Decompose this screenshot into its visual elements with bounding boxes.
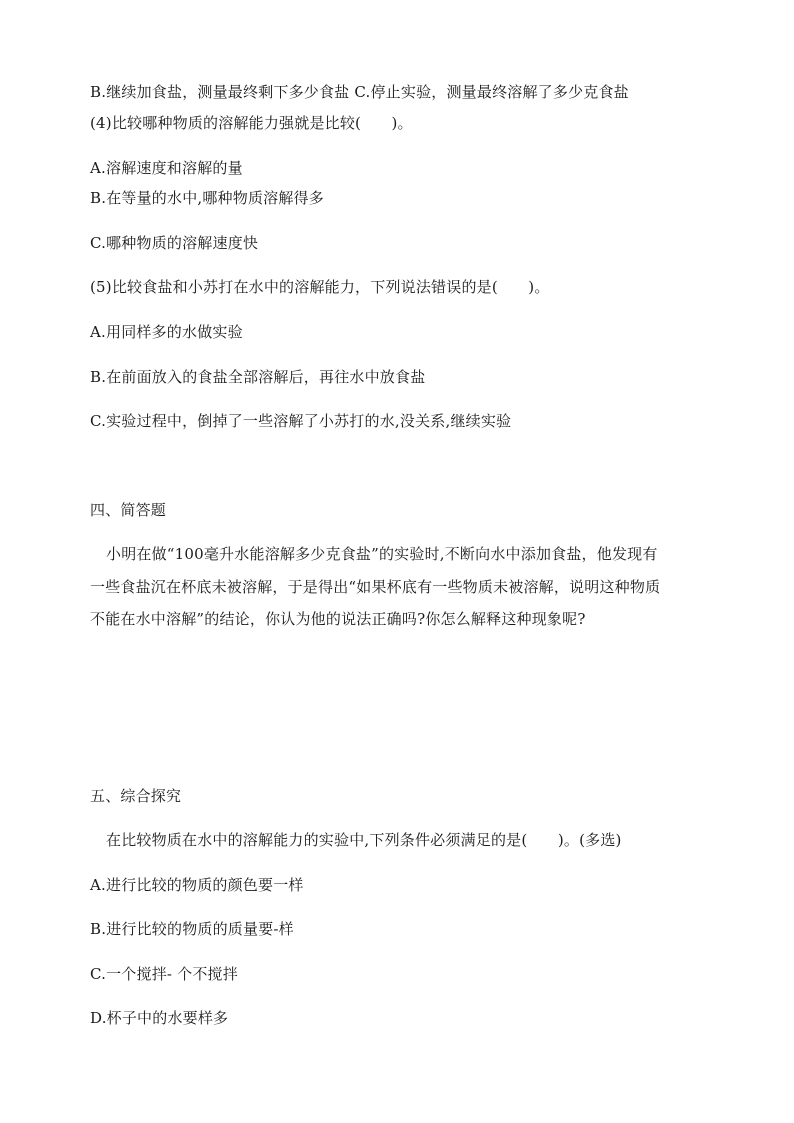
section-5-title: 五、综合探究 [90, 787, 182, 805]
q5-option-a: A.用同样多的水做实验 [90, 323, 243, 341]
q5-stem: (5)比较食盐和小苏打在水中的溶解能力，下列说法错误的是( )。 [90, 278, 550, 296]
q4-stem: (4)比较哪种物质的溶解能力强就是比较( )。 [90, 114, 413, 132]
section-5-option-c: C.一个搅拌- 个不搅拌 [90, 965, 238, 983]
section-5-option-a: A.进行比较的物质的颜色要一样 [90, 876, 304, 894]
q5-option-c: C.实验过程中，倒掉了一些溶解了小苏打的水,没关系,继续实验 [90, 412, 512, 430]
section-5-option-b: B.进行比较的物质的质量要-样 [90, 920, 294, 938]
q3-options-b-c: B.继续加食盐，测量最终剩下多少食盐 C.停止实验，测量最终溶解了多少克食盐 [90, 83, 629, 101]
section-4-paragraph-line-1: 小明在做“100毫升水能溶解多少克食盐”的实验时,不断向水中添加食盐，他发现有 [106, 545, 658, 563]
section-4-paragraph-line-2: 一些食盐沉在杯底未被溶解，于是得出“如果杯底有一些物质未被溶解，说明这种物质 [90, 578, 661, 596]
q4-option-c: C.哪种物质的溶解速度快 [90, 234, 259, 252]
q4-option-b: B.在等量的水中,哪种物质溶解得多 [90, 189, 324, 207]
q4-option-a: A.溶解速度和溶解的量 [90, 159, 243, 177]
section-5-option-d: D.杯子中的水要样多 [90, 1009, 229, 1027]
section-4-paragraph-line-3: 不能在水中溶解”的结论，你认为他的说法正确吗?你怎么解释这种现象呢? [90, 610, 586, 628]
section-4-title: 四、简答题 [90, 501, 167, 519]
section-5-stem: 在比较物质在水中的溶解能力的实验中,下列条件必须满足的是( )。(多选) [106, 831, 622, 849]
q5-option-b: B.在前面放入的食盐全部溶解后，再往水中放食盐 [90, 368, 426, 386]
